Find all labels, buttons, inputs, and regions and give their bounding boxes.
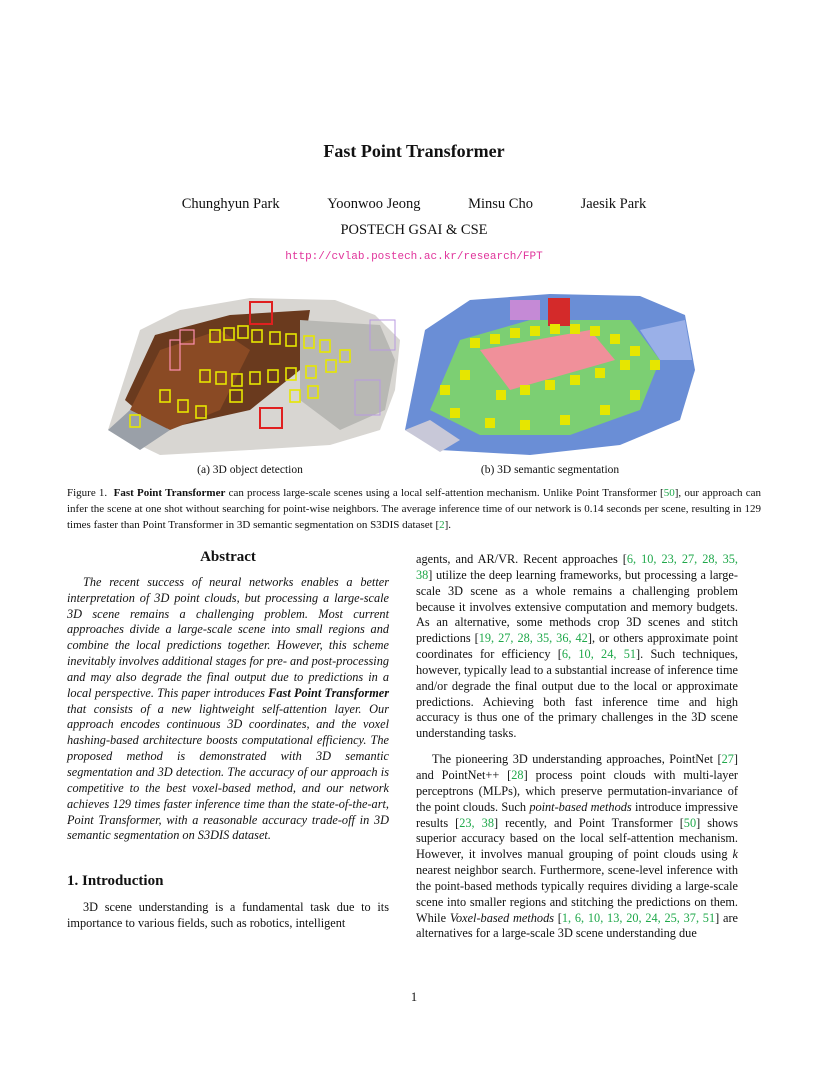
body-text: nearest neighbor search. Furthermore, scene-level inference with the point-based methods typically requires dividing a large-scale scene into smaller regions and stitching the predictions on them. While <box>416 863 738 925</box>
intro-paragraph: 3D scene understanding is a fundamental task due to its importance to various fields, such as robotics, intelligent <box>67 900 389 930</box>
body-text: ] are alternatives for a large-scale 3D scene understanding due <box>416 910 738 941</box>
body-text: agents, and AR/VR. Recent approaches [ <box>416 552 627 566</box>
project-url-link[interactable]: http://cvlab.postech.ac.kr/research/FPT <box>285 251 543 263</box>
citation-link[interactable]: 23, 38 <box>459 815 494 830</box>
body-text: introduce impressive results [ <box>416 799 738 830</box>
object-detection-figure <box>100 290 410 460</box>
body-text: ]. Such techniques, however, typically lead to a substantial increase of inference time and/or degrade the final output due to the local or approximate predictions. Achieving both fast inference time and high accuracy is thus one of the primary challenges in the 3D scene understanding tasks. <box>416 647 738 741</box>
caption-text: ]. <box>444 519 452 531</box>
caption-text: ], our approach can infer the scene at one shot without searching for point-wise neighbors. The average inference time of our network is 0.14 seconds per scene, resulting in 129 times faster than Point Transformer in 3D semantic segmentation on S3DIS dataset [ <box>67 487 762 531</box>
affiliation: POSTECH GSAI & CSE <box>340 222 488 238</box>
figure-caption <box>67 485 761 533</box>
abstract-heading: Abstract <box>200 549 256 565</box>
citation-link[interactable]: 50 <box>683 815 697 830</box>
citation-link[interactable]: 28 <box>511 767 524 782</box>
author-name: Minsu Cho <box>468 196 533 212</box>
section-heading: 1. Introduction <box>67 873 164 890</box>
citation-link[interactable]: 6, 10, 23, 27, 28, 35, 38 <box>416 552 738 582</box>
abstract-bold-term: Fast Point Transformer <box>268 685 390 700</box>
left-column <box>67 550 389 932</box>
right-column <box>416 552 738 942</box>
citation-link[interactable]: 1, 6, 10, 13, 20, 24, 25, 37, 51 <box>561 910 716 925</box>
math-variable: k <box>732 847 738 862</box>
italic-term: Voxel-based methods <box>449 910 555 925</box>
caption-bold-lead: Fast Point Transformer <box>113 487 226 499</box>
italic-term: point-based methods <box>529 799 632 814</box>
body-text: ], or others approximate point coordinates for efficiency [ <box>416 631 739 662</box>
page-number: 1 <box>410 990 418 1004</box>
body-paragraph <box>416 552 738 742</box>
citation-link[interactable]: 19, 27, 28, 35, 36, 42 <box>478 631 588 646</box>
body-paragraph <box>416 752 738 942</box>
semantic-segmentation-figure <box>400 290 700 460</box>
author-name: Yoonwoo Jeong <box>327 196 421 212</box>
caption-text: can process large-scale scenes using a local self-attention mechanism. Unlike Point Transformer [ <box>225 487 664 499</box>
author-list <box>0 196 828 213</box>
author-name: Chunghyun Park <box>181 196 280 212</box>
body-text: ] recently, and Point Transformer [ <box>493 815 684 830</box>
figure-label: Figure 1. <box>67 487 108 499</box>
citation-link[interactable]: 6, 10, 24, 51 <box>561 647 636 662</box>
body-text: The pioneering 3D understanding approaches, PointNet [ <box>432 752 722 767</box>
body-text: ] process point clouds with multi-layer perceptrons (MLPs), which preserve permutation-invariance of the point clouds. Such <box>416 767 738 814</box>
body-text: [ <box>554 910 562 925</box>
citation-link[interactable]: 50 <box>663 487 675 499</box>
abstract-body <box>67 575 389 844</box>
abstract-text: that consists of a new lightweight self-attention layer. Our approach encodes continuous 3D coordinates, and the voxel hashing-based architecture boosts computational efficiency. The proposed method is demonstrated with 3D semantic segmentation and 3D detection. The accuracy of our approach is competitive to the best voxel-based method, and our network achieves 129 times faster inference time than the state-of-the-art, Point Transformer, with a reasonable accuracy trade-off in 3D semantic segmentation on S3DIS dataset. <box>67 701 389 843</box>
body-text: ] shows superior accuracy based on the local self-attention mechanism. However, it involves manual grouping of point clouds using <box>416 815 738 862</box>
author-name: Jaesik Park <box>580 196 647 212</box>
body-text: ] and PointNet++ [ <box>416 752 738 782</box>
subcaption-a: (a) 3D object detection <box>197 464 303 476</box>
body-text: ] utilize the deep learning frameworks, but processing a large-scale 3D scene as a whole remains a challenging problem because it involves extensive computation and memory budgets. As an alternative, some methods crop 3D scenes and stitch predictions [ <box>416 567 738 646</box>
citation-link[interactable]: 2 <box>439 519 445 531</box>
paper-title: Fast Point Transformer <box>323 141 505 161</box>
subcaption-b: (b) 3D semantic segmentation <box>480 464 620 476</box>
citation-link[interactable]: 27 <box>721 752 734 767</box>
abstract-text: The recent success of neural networks enables a better interpretation of 3D point clouds, but processing a large-scale 3D scene remains a challenging problem. Most current approaches divide a large-scale scene into small regions and combine the local predictions together. However, this scheme inevitably involves additional stages for pre- and post-processing and may also degrade the final output due to predictions in a local perspective. This paper introduces <box>67 574 389 700</box>
